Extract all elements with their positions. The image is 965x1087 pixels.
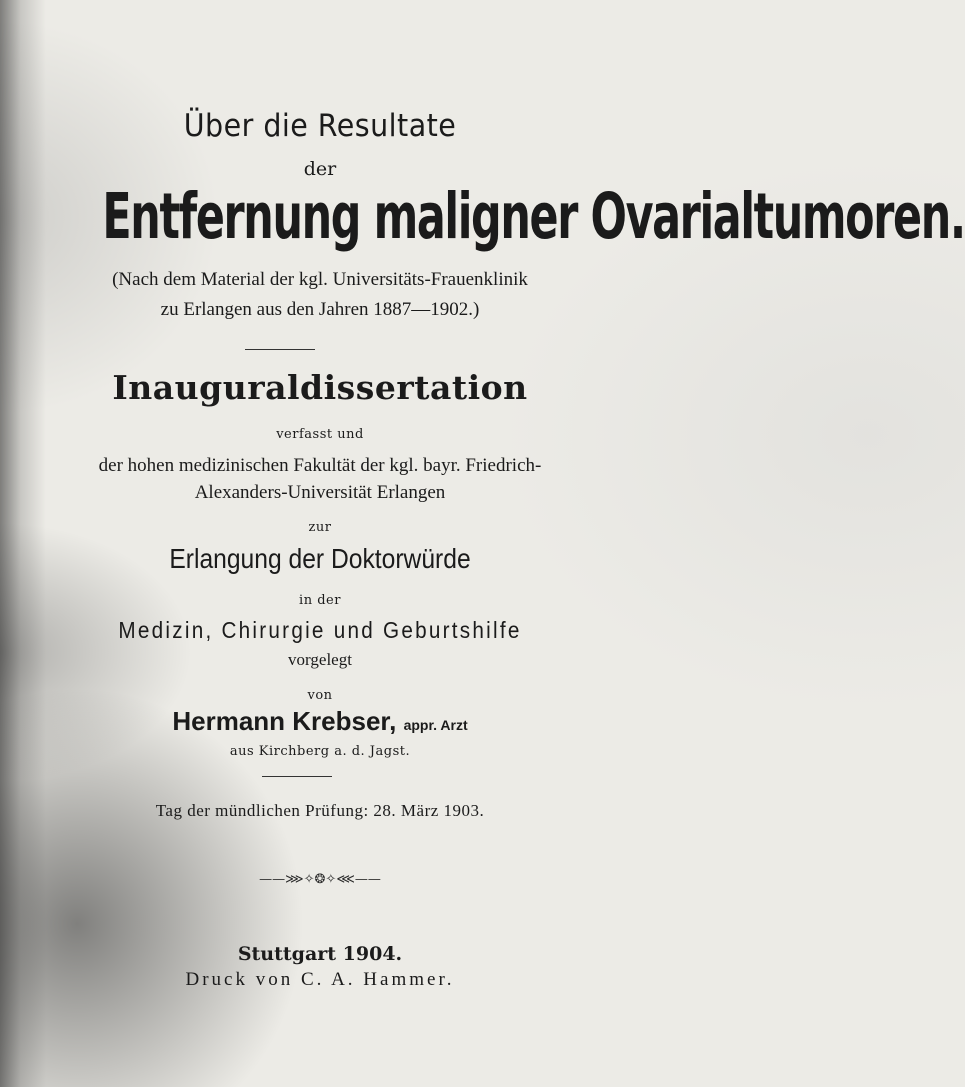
zur: zur — [308, 520, 332, 535]
erlangung-heading: Erlangung der Doktorwürde — [169, 543, 471, 574]
verfasst-und: verfasst und — [276, 427, 364, 442]
main-title: Entfernung maligner Ovarialtumoren. — [102, 180, 965, 253]
printer-line: Druck von C. A. Hammer. — [185, 969, 455, 990]
in-der: in der — [299, 593, 341, 608]
place-year: Stuttgart 1904. — [237, 943, 403, 965]
author-origin: aus Kirchberg a. d. Jagst. — [229, 744, 411, 759]
title-over-line: Über die Resultate — [183, 108, 457, 144]
author-title: appr. Arzt — [403, 717, 468, 733]
title-der: der — [303, 158, 337, 180]
ornament-divider: ——⋙✧❂✧⋘—— — [259, 872, 381, 887]
vorgelegt: vorgelegt — [288, 650, 352, 669]
faculty-line-1: der hohen medizinischen Fakultät der kgl. bayr. Friedrich- — [98, 455, 542, 476]
subtitle-line-1: (Nach dem Material der kgl. Universitäts-Frauenklinik — [112, 269, 528, 290]
divider-rule-2 — [262, 776, 332, 777]
author-name: Hermann Krebser, — [172, 706, 397, 736]
exam-date: Tag der mündlichen Prüfung: 28. März 1903. — [155, 801, 485, 820]
von: von — [307, 688, 333, 703]
dissertation-heading: Inauguraldissertation — [112, 368, 528, 407]
author-line — [0, 706, 640, 737]
fields-of-study: Medizin, Chirurgie und Geburtshilfe — [118, 617, 522, 643]
faculty-line-2: Alexanders-Universität Erlangen — [194, 482, 446, 503]
divider-rule-1 — [245, 349, 315, 350]
subtitle-line-2: zu Erlangen aus den Jahren 1887—1902.) — [160, 299, 480, 320]
